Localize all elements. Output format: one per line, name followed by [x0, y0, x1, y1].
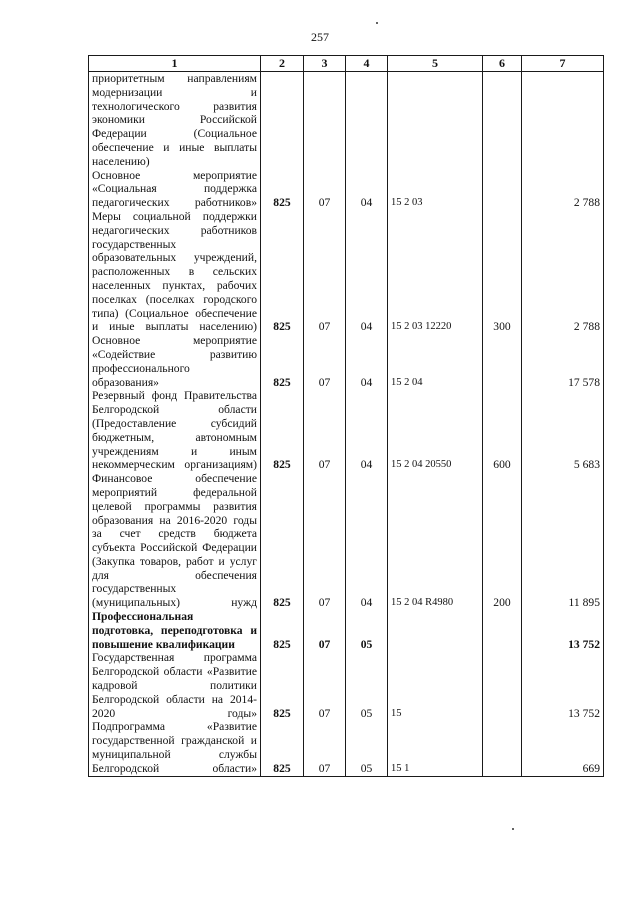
section-code: 07 [304, 210, 346, 334]
table-row [89, 610, 604, 651]
expense-type-code: 200 [483, 472, 522, 610]
header-row [89, 56, 604, 72]
admin-code: 825 [261, 169, 304, 210]
row-description: Профессиональная подготовка, переподготовка и повышение квалификации [89, 610, 261, 651]
amount: 11 895 [522, 472, 604, 610]
target-item-code [388, 610, 483, 651]
column-header-2: 2 [261, 56, 304, 72]
row-description: Подпрограмма «Развитие государственной гражданской и муниципальной службы Белгородской области» [89, 720, 261, 776]
expense-type-code: 300 [483, 210, 522, 334]
target-item-code: 15 2 04 [388, 334, 483, 389]
subsection-code: 04 [346, 389, 388, 472]
scan-speck [512, 828, 514, 830]
amount [522, 72, 604, 169]
row-description: Государственная программа Белгородской области «Развитие кадровой политики Белгородской области на 2014-2020 годы» [89, 651, 261, 720]
section-code [304, 72, 346, 169]
subsection-code: 05 [346, 610, 388, 651]
admin-code: 825 [261, 210, 304, 334]
admin-code [261, 72, 304, 169]
section-code: 07 [304, 472, 346, 610]
subsection-code [346, 72, 388, 169]
table-row [89, 720, 604, 776]
table-row [89, 72, 604, 169]
row-description: Резервный фонд Правительства Белгородской области (Предоставление субсидий бюджетным, автономным учреждениям и иным некоммерческим организациям) [89, 389, 261, 472]
expense-type-code [483, 72, 522, 169]
amount: 5 683 [522, 389, 604, 472]
expense-type-code [483, 334, 522, 389]
section-code: 07 [304, 720, 346, 776]
expense-type-code [483, 610, 522, 651]
column-header-5: 5 [388, 56, 483, 72]
column-header-4: 4 [346, 56, 388, 72]
target-item-code: 15 2 04 R4980 [388, 472, 483, 610]
amount: 2 788 [522, 169, 604, 210]
column-header-1: 1 [89, 56, 261, 72]
admin-code: 825 [261, 651, 304, 720]
subsection-code: 05 [346, 651, 388, 720]
table-row [89, 334, 604, 389]
budget-table [88, 55, 604, 777]
row-description: Финансовое обеспечение мероприятий федеральной целевой программы развития образования на 2016-2020 годы за счет средств бюджета субъекта Российской Федерации (Закупка товаров, работ и услуг для обеспечения государственных (муниципальных) нужд [89, 472, 261, 610]
target-item-code: 15 1 [388, 720, 483, 776]
subsection-code: 04 [346, 169, 388, 210]
column-header-6: 6 [483, 56, 522, 72]
section-code: 07 [304, 651, 346, 720]
admin-code: 825 [261, 334, 304, 389]
admin-code: 825 [261, 720, 304, 776]
subsection-code: 04 [346, 334, 388, 389]
subsection-code: 05 [346, 720, 388, 776]
expense-type-code [483, 169, 522, 210]
column-header-3: 3 [304, 56, 346, 72]
section-code: 07 [304, 334, 346, 389]
target-item-code: 15 [388, 651, 483, 720]
section-code: 07 [304, 389, 346, 472]
amount: 13 752 [522, 610, 604, 651]
target-item-code: 15 2 03 12220 [388, 210, 483, 334]
column-header-7: 7 [522, 56, 604, 72]
subsection-code: 04 [346, 472, 388, 610]
target-item-code: 15 2 04 20550 [388, 389, 483, 472]
amount: 669 [522, 720, 604, 776]
row-description: Основное мероприятие «Социальная поддержка педагогических работников» [89, 169, 261, 210]
admin-code: 825 [261, 610, 304, 651]
expense-type-code [483, 651, 522, 720]
amount: 2 788 [522, 210, 604, 334]
admin-code: 825 [261, 389, 304, 472]
amount: 13 752 [522, 651, 604, 720]
row-description: Основное мероприятие «Содействие развитию профессионального образования» [89, 334, 261, 389]
admin-code: 825 [261, 472, 304, 610]
table-row [89, 651, 604, 720]
table-row [89, 210, 604, 334]
amount: 17 578 [522, 334, 604, 389]
section-code: 07 [304, 169, 346, 210]
target-item-code: 15 2 03 [388, 169, 483, 210]
expense-type-code: 600 [483, 389, 522, 472]
table-row [89, 169, 604, 210]
table-body [89, 72, 604, 777]
row-description: приоритетным направлениям модернизации и технологического развития экономики Российской Федерации (Социальное обеспечение и иные выплаты населению) [89, 72, 261, 169]
table-row [89, 389, 604, 472]
scan-speck [376, 22, 378, 24]
subsection-code: 04 [346, 210, 388, 334]
expense-type-code [483, 720, 522, 776]
table-row [89, 472, 604, 610]
row-description: Меры социальной поддержки недагогических работников государственных образовательных учреждений, расположенных в сельских населенных пунктах, рабочих поселках (поселках городского типа) (Социальное обеспечение и иные выплаты населению) [89, 210, 261, 334]
section-code: 07 [304, 610, 346, 651]
target-item-code [388, 72, 483, 169]
page-number: 257 [311, 30, 329, 44]
